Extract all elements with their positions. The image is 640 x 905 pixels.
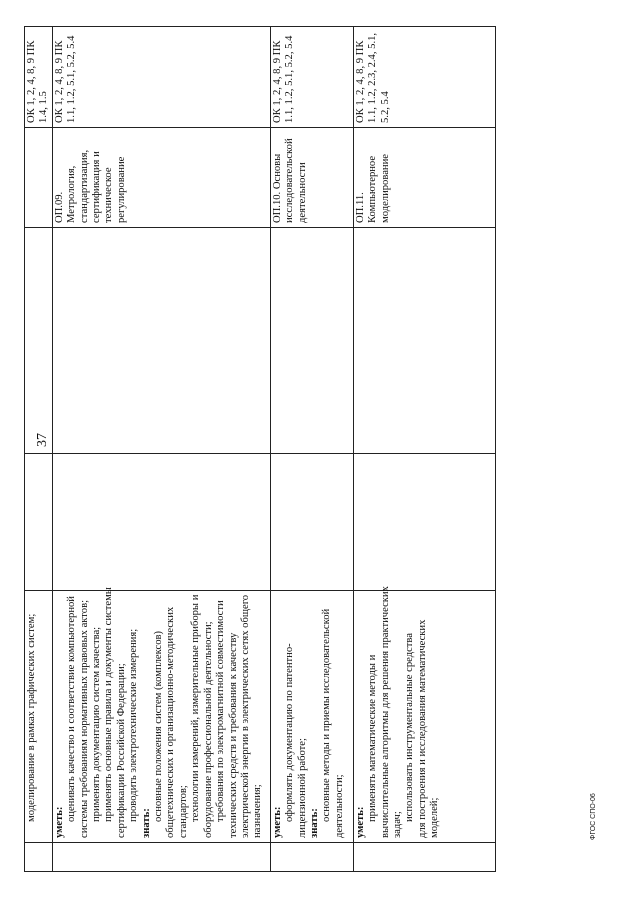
requirement-line: моделирование в рамках графических систем; xyxy=(26,613,37,822)
requirement-line: оборудование профессиональной деятельности; xyxy=(202,621,214,838)
requirement-line: применять документацию систем качества; xyxy=(91,626,103,822)
competency-codes-cell: ОК 1, 2, 4, 8, 9 ПК 1.1, 1.2, 5.1, 5.2, 5.4 xyxy=(52,27,270,128)
table-body xyxy=(25,27,496,872)
section-heading: уметь: xyxy=(53,806,65,838)
discipline-cell xyxy=(25,128,53,228)
requirement-line: вычислительные алгоритмы для решения практических xyxy=(379,586,391,838)
empty-cell xyxy=(52,228,270,454)
discipline-cell: ОП.10. Основы исследовательской деятельности xyxy=(270,128,353,228)
requirements-cell xyxy=(270,591,353,843)
row-index-cell xyxy=(52,843,270,872)
requirement-line: системы требованиям нормативных правовых актов; xyxy=(78,599,90,838)
table-row xyxy=(270,27,353,872)
hours-cell xyxy=(270,454,353,591)
discipline-cell: ОП.11. Компьютерное моделирование xyxy=(353,128,495,228)
requirement-line: назначения; xyxy=(252,784,264,838)
requirement-line: требования по электромагнитной совместимости xyxy=(215,600,227,822)
requirement-line: оценивать качество и соответствие компьютерной xyxy=(66,596,78,822)
competency-codes-cell: ОК 1, 2, 4, 8, 9 ПК 1.1, 1.2, 2.3, 2.4, 5.1, 5.2, 5.4 xyxy=(353,27,495,128)
hours-cell xyxy=(353,454,495,591)
table-row xyxy=(52,27,270,872)
empty-cell xyxy=(25,228,53,454)
requirement-line: моделей; xyxy=(429,797,441,838)
requirement-line: проводить электротехнические измерения; xyxy=(128,628,140,822)
requirement-line: лицензионной работе; xyxy=(296,738,308,838)
section-heading: уметь: xyxy=(354,806,366,838)
competency-codes-cell: ОК 1, 2, 4, 8, 9 ПК 1.1, 1.2, 5.1, 5.2, 5.4 xyxy=(270,27,353,128)
footer-label: ФГОС СПО-06 xyxy=(590,793,597,840)
requirement-line: основные методы и приемы исследовательской xyxy=(321,608,333,822)
requirement-line: применять математические методы и xyxy=(367,654,379,822)
competency-codes-cell: ОК 1, 2, 4, 8, 9 ПК 1.4, 1.5 xyxy=(25,27,53,128)
row-index-cell xyxy=(353,843,495,872)
requirement-line: оформлять документацию по патентно- xyxy=(284,643,296,822)
page-number: 37 xyxy=(35,433,50,447)
requirement-line: электрической энергии в электрических сетях общего xyxy=(239,594,251,838)
requirement-line: общетехнических и организационно-методических xyxy=(165,606,177,838)
table-row xyxy=(353,27,495,872)
requirement-line: для построения и исследования математических xyxy=(416,619,428,838)
requirement-line: основные положения систем (комплексов) xyxy=(153,630,165,822)
requirement-line: применять основные правила и документы системы xyxy=(103,587,115,822)
empty-cell xyxy=(270,228,353,454)
hours-cell xyxy=(52,454,270,591)
section-heading: уметь: xyxy=(271,806,283,838)
requirements-cell xyxy=(52,587,270,843)
competency-table xyxy=(24,26,496,872)
table-row xyxy=(25,27,53,872)
requirement-line: технических средств и требования к качеству xyxy=(227,632,239,838)
empty-cell xyxy=(353,228,495,454)
row-index-cell xyxy=(25,843,53,872)
requirement-line: сертификации Российской Федерации; xyxy=(115,663,127,838)
requirements-cell xyxy=(353,586,495,843)
requirement-line: технологии измерений, измерительные приборы и xyxy=(190,594,202,822)
requirement-line: задач; xyxy=(392,811,404,838)
rotated-page-content xyxy=(24,26,484,872)
discipline-cell: ОП.09. Метрология, стандартизация, сертификация и техническое регулирование xyxy=(52,128,270,228)
requirements-cell xyxy=(25,591,53,843)
row-index-cell xyxy=(270,843,353,872)
section-heading: знать: xyxy=(309,808,321,838)
requirement-line: использовать инструментальные средства xyxy=(404,633,416,822)
requirement-line: стандартов; xyxy=(177,785,189,838)
section-heading: знать: xyxy=(140,808,152,838)
hours-cell xyxy=(25,454,53,591)
requirement-line: деятельности; xyxy=(333,774,345,838)
